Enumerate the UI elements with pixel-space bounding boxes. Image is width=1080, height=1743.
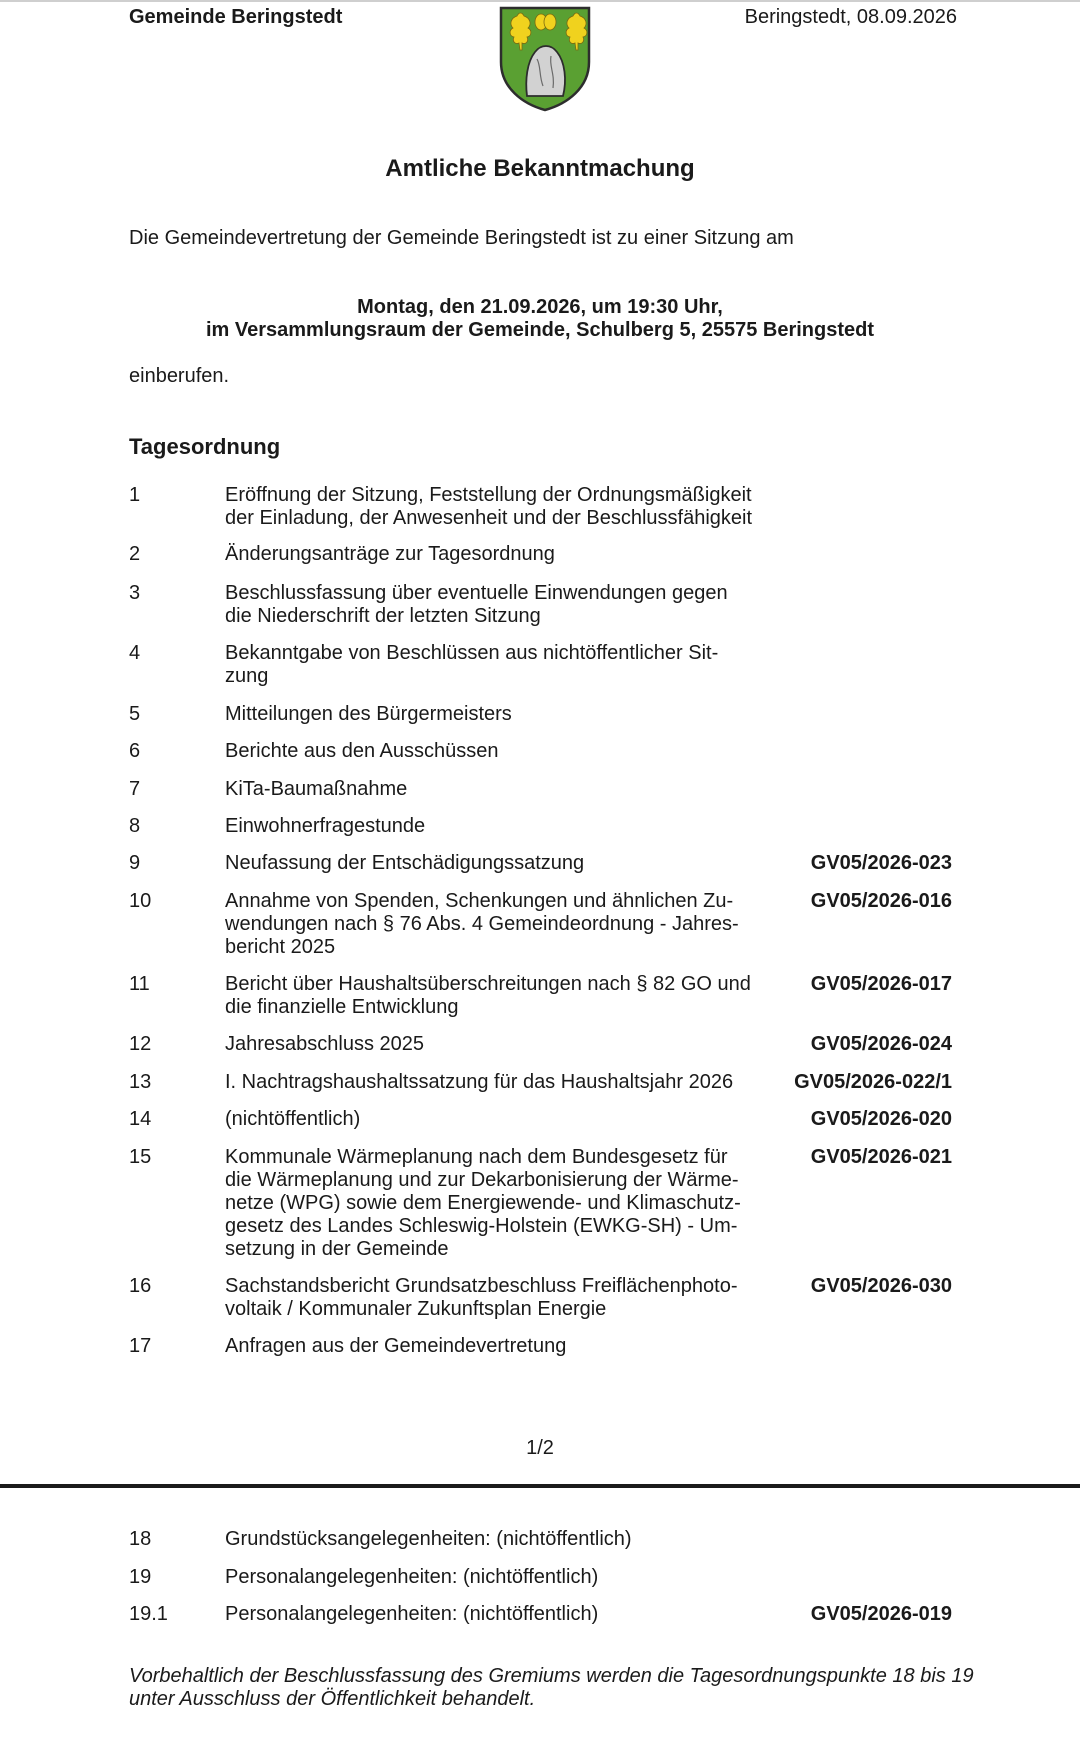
agenda-item-reference: GV05/2026-023: [810, 852, 952, 874]
agenda-item-reference: GV05/2026-024: [810, 1033, 952, 1055]
agenda-item-text: (nichtöffentlich): [225, 1108, 361, 1130]
agenda-item-number: 2: [129, 543, 141, 565]
agenda-item-text: Annahme von Spenden, Schenkungen und ähnlichen Zu- wendungen nach § 76 Abs. 4 Gemeindeordnung - Jahres- bericht 2025: [225, 890, 739, 958]
page-number: 1/2: [526, 1437, 554, 1459]
agenda-item-number: 9: [129, 852, 141, 874]
agenda-item-number: 19: [129, 1566, 152, 1588]
agenda-item-number: 1: [129, 484, 141, 506]
agenda-item-text: KiTa-Baumaßnahme: [225, 778, 408, 800]
coat-of-arms-icon: [497, 4, 593, 112]
agenda-item-text: Mitteilungen des Bürgermeisters: [225, 703, 512, 725]
agenda-item-number: 5: [129, 703, 141, 725]
meeting-place-line: im Versammlungsraum der Gemeinde, Schulberg 5, 25575 Beringstedt: [205, 319, 875, 341]
agenda-item-number: 8: [129, 815, 141, 837]
top-rule: [0, 0, 1080, 2]
agenda-item-text: Jahresabschluss 2025: [225, 1033, 425, 1055]
agenda-item-number: 10: [129, 890, 152, 912]
agenda-heading: Tagesordnung: [129, 434, 281, 459]
agenda-item-text: Kommunale Wärmeplanung nach dem Bundesgesetz für die Wärmeplanung und zur Dekarbonisierung der Wärme- netze (WPG) sowie dem Energiewende- und Klimaschutz- gesetz des Landes Schleswig-Holstein (EWKG-SH) - Um- setzung in der Gemeinde: [225, 1146, 741, 1260]
page-break-divider: [0, 1484, 1080, 1488]
agenda-item-number: 18: [129, 1528, 152, 1550]
agenda-item-text: Einwohnerfragestunde: [225, 815, 426, 837]
document-title: Amtliche Bekanntmachung: [385, 155, 695, 182]
agenda-item-text: Personalangelegenheiten: (nichtöffentlich): [225, 1603, 599, 1625]
outro-text: einberufen.: [129, 365, 230, 387]
agenda-item-text: Beschlussfassung über eventuelle Einwendungen gegen die Niederschrift der letzten Sitzung: [225, 582, 728, 627]
agenda-item-number: 3: [129, 582, 141, 604]
agenda-item-reference: GV05/2026-022/1: [794, 1071, 952, 1093]
agenda-item-text: Berichte aus den Ausschüssen: [225, 740, 499, 762]
agenda-item-number: 16: [129, 1275, 152, 1297]
footnote: Vorbehaltlich der Beschlussfassung des Gremiums werden die Tagesordnungspunkte 18 bis 19 unter Ausschluss der Öffentlichkeit behandelt.: [129, 1665, 974, 1710]
agenda-item-reference: GV05/2026-030: [810, 1275, 952, 1297]
agenda-item-text: Neufassung der Entschädigungssatzung: [225, 852, 585, 874]
agenda-item-text: Eröffnung der Sitzung, Feststellung der Ordnungsmäßigkeit der Einladung, der Anwesenheit und der Beschlussfähigkeit: [225, 484, 753, 529]
agenda-item-number: 15: [129, 1146, 152, 1168]
agenda-item-text: Bericht über Haushaltsüberschreitungen nach § 82 GO und die finanzielle Entwicklung: [225, 973, 751, 1018]
agenda-item-text: Änderungsanträge zur Tagesordnung: [225, 543, 555, 565]
agenda-item-text: Bekanntgabe von Beschlüssen aus nichtöffentlicher Sit- zung: [225, 642, 719, 687]
agenda-item-text: Sachstandsbericht Grundsatzbeschluss Freiflächenphoto- voltaik / Kommunaler Zukunftsplan Energie: [225, 1275, 738, 1320]
agenda-item-number: 6: [129, 740, 141, 762]
agenda-item-text: Personalangelegenheiten: (nichtöffentlich): [225, 1566, 599, 1588]
agenda-item-text: I. Nachtragshaushaltssatzung für das Haushaltsjahr 2026: [225, 1071, 734, 1093]
agenda-item-number: 17: [129, 1335, 152, 1357]
agenda-item-text: Anfragen aus der Gemeindevertretung: [225, 1335, 567, 1357]
agenda-item-number: 4: [129, 642, 141, 664]
agenda-item-number: 12: [129, 1033, 152, 1055]
place-date: Beringstedt, 08.09.2026: [744, 6, 957, 28]
meeting-date-line: Montag, den 21.09.2026, um 19:30 Uhr,: [357, 296, 723, 318]
agenda-item-reference: GV05/2026-019: [810, 1603, 952, 1625]
agenda-item-reference: GV05/2026-020: [810, 1108, 952, 1130]
agenda-item-number: 14: [129, 1108, 152, 1130]
agenda-item-number: 19.1: [129, 1603, 168, 1625]
intro-text: Die Gemeindevertretung der Gemeinde Beringstedt ist zu einer Sitzung am: [129, 227, 794, 249]
agenda-item-reference: GV05/2026-017: [810, 973, 952, 995]
agenda-item-number: 11: [129, 973, 150, 995]
agenda-item-text: Grundstücksangelegenheiten: (nichtöffentlich): [225, 1528, 632, 1550]
agenda-item-number: 7: [129, 778, 141, 800]
agenda-item-reference: GV05/2026-016: [810, 890, 952, 912]
municipality-name: Gemeinde Beringstedt: [129, 6, 343, 28]
agenda-item-number: 13: [129, 1071, 152, 1093]
agenda-item-reference: GV05/2026-021: [810, 1146, 952, 1168]
